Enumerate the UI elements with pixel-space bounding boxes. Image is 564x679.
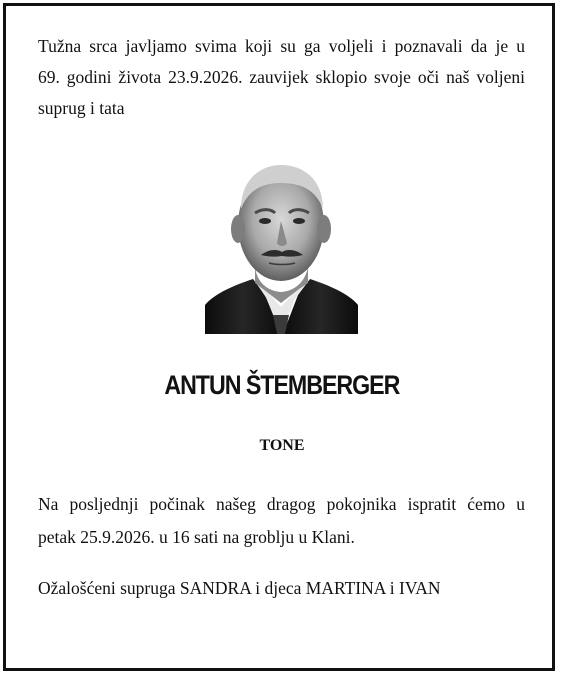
announcement-line: 69. godini života 23.9.2026. zauvijek sklopio svoje oči naš voljeni	[38, 67, 525, 87]
deceased-name: ANTUN ŠTEMBERGER	[164, 370, 400, 400]
announcement-line: suprug i tata	[38, 98, 125, 118]
deceased-nickname: TONE	[259, 437, 305, 454]
funeral-details	[38, 488, 525, 554]
funeral-line: petak 25.9.2026. u 16 sati na groblju u Klani.	[38, 527, 355, 547]
mourners-line: Ožalošćeni supruga SANDRA i djeca MARTINA i IVAN	[38, 578, 441, 598]
deceased-portrait	[205, 157, 358, 334]
announcement-line: Tužna srca javljamo svima koji su ga voljeli i poznavali da je u	[38, 36, 525, 56]
funeral-line: Na posljednji počinak našeg dragog pokojnika ispratit ćemo u	[38, 494, 525, 514]
announcement-text	[38, 31, 525, 124]
